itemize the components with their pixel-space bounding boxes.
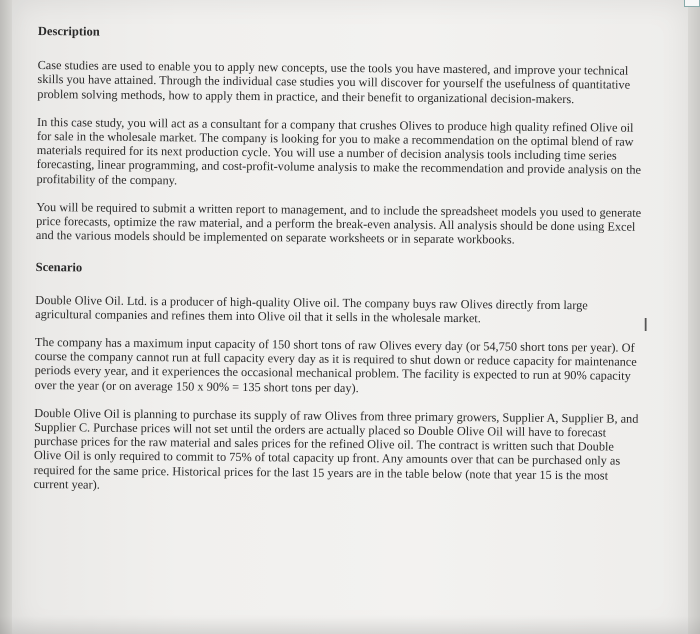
bottom-shadow	[0, 616, 700, 634]
description-heading: Description	[37, 24, 100, 39]
document-page	[12, 0, 688, 634]
page-edge-right	[688, 0, 700, 634]
description-paragraph-2: In this case study, you will act as a consultant for a company that crushes Olives to produce high quality refined Olive oil for sale in the wholesale market. The company is looking for you to make a recommendation on the optimal blend of raw materials required for its next production cycle. You will use a number of decision analysis tools including time series forecasting, linear programming, and cost-profit-volume analysis to make the recommendation and provide analysis on the profitability of the company.	[36, 114, 642, 187]
document-body	[33, 24, 648, 511]
scenario-paragraph-1: Double Olive Oil. Ltd. is a producer of high-quality Olive oil. The company buys raw Olives directly from large agricultural companies and refines them into Olive oil that it sells in the wholesale market.	[35, 292, 588, 326]
description-paragraph-3: You will be required to submit a written report to management, and to include the spreadsheet models you used to generate price forecasts, optimize the raw material, and a perform the break-even analysis. All analysis should be done using Excel and the various models should be implemented on separate worksheets or in separate workbooks.	[35, 199, 642, 247]
scroll-tab[interactable]	[684, 0, 700, 7]
description-paragraph-1: Case studies are used to enable you to apply new concepts, use the tools you have mastered, and improve your technical skills you have attained. Through the individual case studies you will discover for yourself the usefulness of quantitative problem solving methods, how to apply them in practice, and their benefit to organizational decision-makers.	[37, 58, 631, 106]
scenario-heading: Scenario	[35, 260, 83, 275]
scenario-paragraph-3: Double Olive Oil is planning to purchase its supply of raw Olives from three primary growers, Supplier A, Supplier B, and Supplier C. Purchase prices will not set until the orders are actually placed so Double Olive Oil will have to forecast purchase prices for the raw material and sales prices for the refined Olive oil. The contract is written such that Double Olive Oil is only required to commit to 75% of total capacity up front. Any amounts over that can be purchased only as required for the same price. Historical prices for the last 15 years are in the table below (note that year 15 is the most current year).	[33, 405, 639, 492]
page-edge-left	[0, 0, 12, 634]
scenario-paragraph-2: The company has a maximum input capacity of 150 short tons of raw Olives every day (or 54,750 short tons per year). Of course the company cannot run at full capacity every day as it is required to shut down or reduce capacity for maintenance periods every year, and it experiences the occasional mechanical problem. The facility is expected to run at 90% capacity over the year (or on average 150 x 90% = 135 short tons per day).	[34, 335, 637, 395]
text-cursor-icon: I	[643, 315, 649, 336]
